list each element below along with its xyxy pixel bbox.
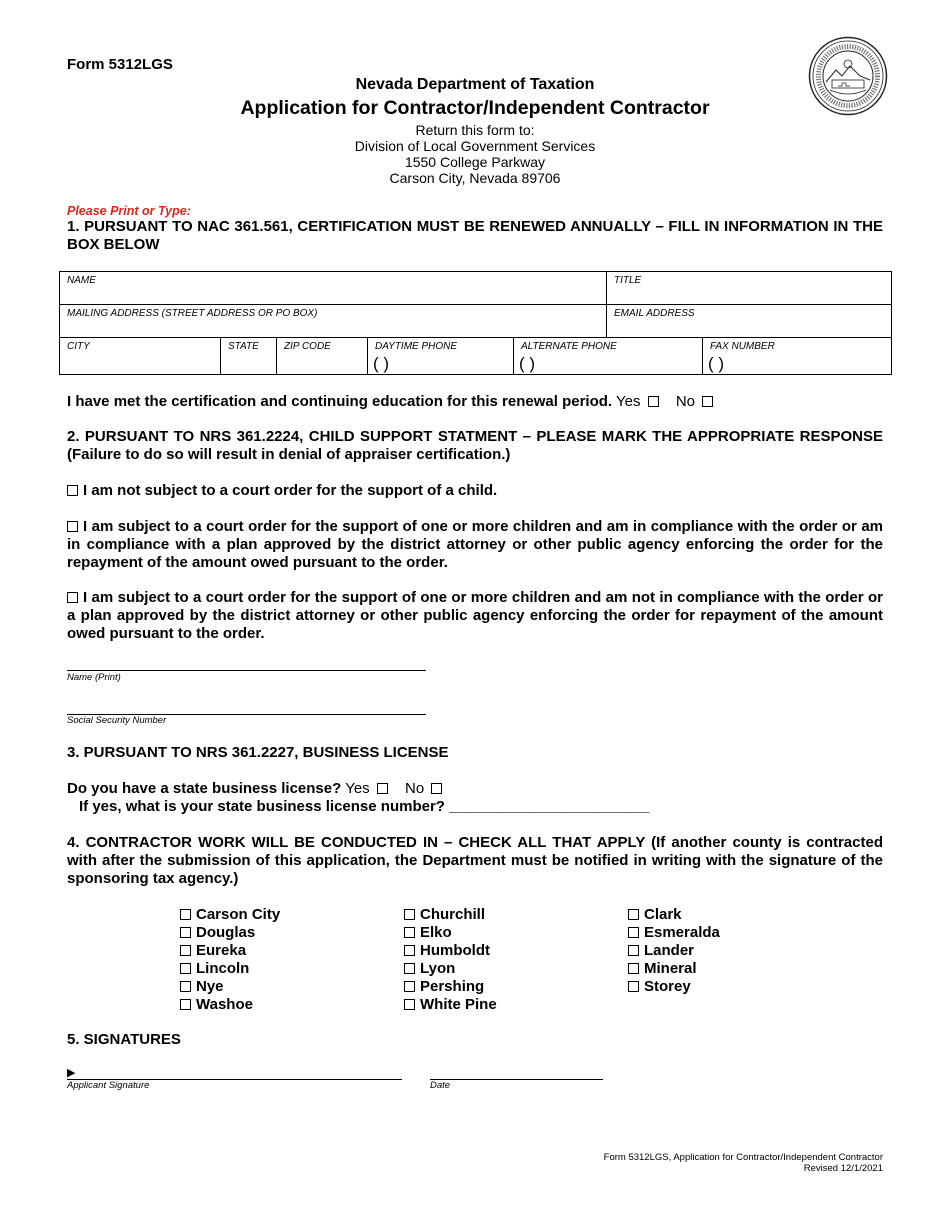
yes-label: Yes	[345, 780, 370, 797]
child-support-checkbox-3[interactable]	[67, 592, 78, 603]
county-label: Esmeralda	[644, 924, 720, 941]
zip-code-label: ZIP CODE	[284, 341, 331, 352]
name-field[interactable]	[60, 272, 607, 305]
email-label: EMAIL ADDRESS	[614, 308, 695, 319]
child-support-option-1	[67, 482, 883, 500]
county-label: Humboldt	[420, 942, 490, 959]
county-label: Lyon	[420, 960, 456, 977]
return-address-line: 1550 College Parkway	[404, 154, 546, 170]
alternate-phone-label: ALTERNATE PHONE	[521, 341, 617, 352]
city-field[interactable]	[60, 338, 221, 374]
county-checkbox[interactable]	[628, 963, 639, 974]
footer-revision: Revised 12/1/2021	[803, 1163, 883, 1174]
county-option[interactable]	[404, 996, 497, 1014]
county-label: Carson City	[196, 906, 281, 923]
certification-question: I have met the certification and continuing education for this renewal period.	[67, 393, 613, 410]
county-checkbox[interactable]	[180, 909, 191, 920]
county-label: Clark	[644, 906, 682, 923]
name-print-line[interactable]	[67, 670, 426, 671]
email-field[interactable]	[607, 305, 892, 338]
county-checkbox[interactable]	[628, 945, 639, 956]
county-option[interactable]	[628, 942, 720, 960]
county-option[interactable]	[180, 924, 280, 942]
county-checkbox[interactable]	[180, 963, 191, 974]
date-line[interactable]	[430, 1079, 603, 1080]
return-address	[0, 122, 950, 186]
return-address-line: Return this form to:	[415, 122, 535, 138]
county-column-2	[404, 906, 497, 1014]
county-option[interactable]	[180, 960, 280, 978]
state-label: STATE	[228, 341, 259, 352]
daytime-phone-field[interactable]	[368, 338, 514, 374]
county-label: White Pine	[420, 996, 497, 1013]
business-license-number-field[interactable]: If yes, what is your state business license number? ________________________	[79, 798, 650, 815]
no-label: No	[405, 780, 425, 797]
license-no-checkbox[interactable]	[431, 783, 442, 794]
footer	[604, 1152, 883, 1174]
county-option[interactable]	[404, 924, 497, 942]
title-label: TITLE	[614, 275, 642, 286]
county-checkbox[interactable]	[628, 981, 639, 992]
fax-number-label: FAX NUMBER	[710, 341, 775, 352]
county-option[interactable]	[404, 906, 497, 924]
signature-arrow-icon: ▶	[67, 1067, 76, 1079]
cert-no-checkbox[interactable]	[702, 396, 713, 407]
county-label: Pershing	[420, 978, 485, 995]
alternate-phone-field[interactable]	[514, 338, 703, 374]
county-checkbox[interactable]	[628, 927, 639, 938]
county-checkbox[interactable]	[180, 927, 191, 938]
section-5-heading: 5. SIGNATURES	[67, 1031, 181, 1048]
name-label: NAME	[67, 275, 96, 286]
child-support-option-text: I am subject to a court order for the support of one or more children and am in compliance with the order or am in compliance with a plan approved by the district attorney or other public agency enforcing the order for the repayment of the amount owed pursuant to the order.	[67, 518, 883, 571]
footer-form-title: Form 5312LGS, Application for Contractor/Independent Contractor	[603, 1152, 883, 1163]
form-title: Application for Contractor/Independent Contractor	[240, 97, 710, 119]
county-option[interactable]	[180, 942, 280, 960]
county-checkbox[interactable]	[404, 909, 415, 920]
county-label: Storey	[644, 978, 691, 995]
county-label: Nye	[196, 978, 224, 995]
county-label: Mineral	[644, 960, 697, 977]
daytime-phone-label: DAYTIME PHONE	[375, 341, 458, 352]
county-option[interactable]	[180, 996, 280, 1014]
county-checkbox[interactable]	[404, 981, 415, 992]
county-checkbox[interactable]	[628, 909, 639, 920]
county-option[interactable]	[180, 978, 280, 996]
child-support-checkbox-1[interactable]	[67, 485, 78, 496]
area-code-parens: ( )	[373, 354, 390, 373]
return-address-line: Carson City, Nevada 89706	[389, 170, 561, 186]
county-column-1	[180, 906, 280, 1014]
area-code-parens: ( )	[519, 354, 536, 373]
name-print-label: Name (Print)	[67, 672, 121, 683]
applicant-signature-label: Applicant Signature	[67, 1080, 150, 1091]
county-checkbox[interactable]	[180, 999, 191, 1010]
county-checkbox[interactable]	[404, 927, 415, 938]
print-or-type-note: Please Print or Type:	[67, 204, 191, 218]
county-checkbox[interactable]	[404, 999, 415, 1010]
child-support-checkbox-2[interactable]	[67, 521, 78, 532]
county-option[interactable]	[180, 906, 280, 924]
child-support-option-text: I am subject to a court order for the support of one or more children and am not in compliance with the order or a plan approved by the district attorney or other public agency enforcing the order for repayment of the amount owed pursuant to the order.	[67, 589, 883, 642]
date-label: Date	[430, 1080, 451, 1091]
city-label: CITY	[67, 341, 90, 352]
business-license-question: Do you have a state business license?	[67, 780, 342, 797]
county-label: Lander	[644, 942, 695, 959]
county-label: Lincoln	[196, 960, 250, 977]
cert-yes-checkbox[interactable]	[648, 396, 659, 407]
county-column-3	[628, 906, 720, 996]
county-label: Washoe	[196, 996, 253, 1013]
county-checkbox[interactable]	[180, 981, 191, 992]
state-field[interactable]	[221, 338, 277, 374]
child-support-option-2	[67, 518, 883, 572]
county-checkbox[interactable]	[180, 945, 191, 956]
license-yes-checkbox[interactable]	[377, 783, 388, 794]
section-1-heading: 1. PURSUANT TO NAC 361.561, CERTIFICATION MUST BE RENEWED ANNUALLY – FILL IN INFORMATION IN THE BOX BELOW	[67, 218, 883, 253]
county-option[interactable]	[628, 906, 720, 924]
county-option[interactable]	[404, 942, 497, 960]
form-number: Form 5312LGS	[67, 56, 173, 73]
county-option[interactable]	[404, 960, 497, 978]
mailing-address-field[interactable]	[60, 305, 607, 338]
business-license-question-row	[67, 780, 447, 797]
county-label: Eureka	[196, 942, 247, 959]
county-label: Churchill	[420, 906, 486, 923]
county-option[interactable]	[628, 978, 720, 996]
child-support-option-text: I am not subject to a court order for the support of a child.	[83, 482, 498, 499]
section-4-heading: 4. CONTRACTOR WORK WILL BE CONDUCTED IN – CHECK ALL THAT APPLY (If another county is contracted with after the submission of this application, the Department must be notified in writing with the signature of the sponsoring tax agency.)	[67, 834, 883, 887]
mailing-address-label: MAILING ADDRESS (STREET ADDRESS OR PO BOX)	[67, 308, 318, 319]
county-option[interactable]	[628, 924, 720, 942]
yes-label: Yes	[615, 393, 641, 410]
department-name: Nevada Department of Taxation	[355, 76, 595, 93]
no-label: No	[675, 393, 695, 410]
county-label: Douglas	[196, 924, 256, 941]
child-support-option-3	[67, 589, 883, 643]
section-2-heading: 2. PURSUANT TO NRS 361.2224, CHILD SUPPORT STATMENT – PLEASE MARK THE APPROPRIATE RESPONSE (Failure to do so will result in denial of appraiser certification.)	[67, 428, 883, 463]
certification-question-row	[67, 393, 718, 410]
county-checkbox[interactable]	[404, 963, 415, 974]
return-address-line: Division of Local Government Services	[354, 138, 596, 154]
applicant-info-table	[59, 271, 892, 375]
ssn-label: Social Security Number	[67, 715, 167, 726]
section-3-heading: 3. PURSUANT TO NRS 361.2227, BUSINESS LICENSE	[67, 744, 449, 761]
area-code-parens: ( )	[708, 354, 725, 373]
zip-code-field[interactable]	[277, 338, 368, 374]
county-option[interactable]	[628, 960, 720, 978]
county-checkbox[interactable]	[404, 945, 415, 956]
title-field[interactable]	[607, 272, 892, 305]
county-label: Elko	[420, 924, 452, 941]
fax-number-field[interactable]	[703, 338, 892, 374]
county-option[interactable]	[404, 978, 497, 996]
